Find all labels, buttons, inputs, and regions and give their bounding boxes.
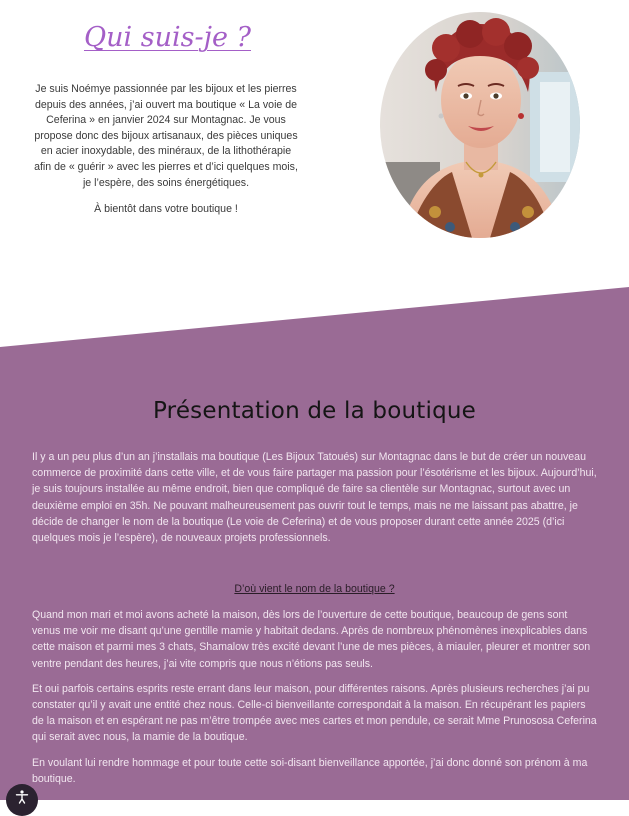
presentation-intro: Il y a un peu plus d’un an j’installais ma boutique (Les Bijoux Tatoués) sur Montagnac dans le but de créer un nouveau commerce de proximité dans cette ville, et de vous faire partager ma passion pour l’ésotérisme et les bijoux. Aujourd’hui, je suis toujours installée au même endroit, bien que compliqué de faire sa clientèle sur Montagnac, surtout avec un deuxième emploi en 35h. Ne pouvant malheureusement pas ouvrir tout le temps, mais ne me laissant pas abattre, je décide de changer le nom de la boutique (Le voie de Ceferina) et de vous proposer durant cette année 2025 (d’ici quelques mois je l’espère), de nouveaux projets professionnels. [32, 451, 597, 545]
presentation-intro-block [32, 449, 597, 546]
shop-name-origin-heading: D’où vient le nom de la boutique ? [234, 583, 395, 595]
shop-name-origin-text [32, 607, 597, 796]
accessibility-button[interactable] [6, 784, 38, 816]
about-bio: Je suis Noémye passionnée par les bijoux et les pierres depuis des années, j’ai ouvert ma boutique « La voie de Ceferina » en janvier 2024 sur Montagnac. Je vous propose donc des bijoux artisanaux, des pièces uniques en acier inoxydable, des minéraux, de la lithothérapie afin de « guérir » avec les pierres et d’ici quelques mois, je l’espère, des soins énergétiques. [34, 83, 298, 189]
about-farewell: À bientôt dans votre boutique ! [94, 203, 238, 216]
presentation-title: Présentation de la boutique [153, 398, 476, 424]
origin-paragraph-3: En voulant lui rendre hommage et pour toute cette soi-disant bienveillance apportée, j’ai donc donné son prénom à ma boutique. [32, 756, 588, 785]
origin-paragraph-1: Quand mon mari et moi avons acheté la maison, dès lors de l’ouverture de cette boutique, beaucoup de gens sont venus me voir me disant qu’une gentille mamie y habitait dedans. Après de nombreux phénomènes inexplicables dans cette maison et parmi mes 3 chats, Shamalow très excité devant l’une de mes pièces, à miauler, pleurer et montrer son ventre pendant des heures, j’ai vite compris que nous n’étions pas seuls. [32, 609, 591, 670]
origin-paragraph-2: Et oui parfois certains esprits reste errant dans leur maison, pour différentes raisons. Après plusieurs recherches j’ai pu constater qu’il y avait une entité chez nous. Celle-ci bienveillante correspondait à la maison. En récupérant les papiers de la maison et en espérant ne pas m’être trompée avec mes cartes et mon pendule, ce serait Mme Prunososa Ceferina qui serait avec nous, la mamie de la boutique. [32, 682, 597, 744]
about-title: Qui suis-je ? [83, 22, 251, 53]
accessibility-icon [15, 790, 29, 804]
